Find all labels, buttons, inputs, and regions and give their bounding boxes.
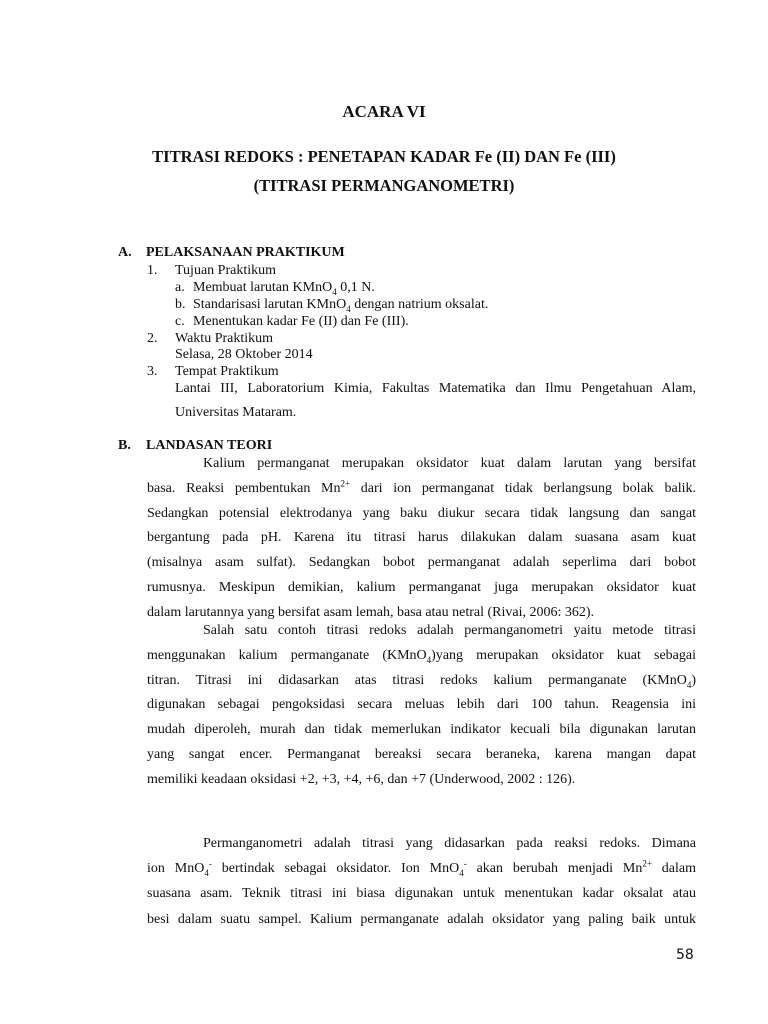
p3-line-2: ion MnO$_4$- bertindak sebagai oksidator. Ion MnO$_4$- akan berubah menjadi $Mn^{2+}$ dalam <box>147 858 697 878</box>
item-2-number: 2. <box>147 331 158 346</box>
p3-line-4: besi dalam suatu sampel. Kalium permanganate adalah oksidator yang paling baik untuk <box>147 912 696 927</box>
sub-item-a-letter: a. <box>175 280 185 295</box>
sub-item-c-letter: c. <box>175 314 185 329</box>
p2-line-3: titran. Titrasi ini didasarkan atas titrasi redoks kalium permanganate (KMnO$_4$) <box>147 673 696 690</box>
p3-line-1: Permanganometri adalah titrasi yang didasarkan pada reaksi redoks. Dimana <box>203 836 696 851</box>
p2-line-2: menggunakan kalium permanganate (KMnO$_4$)yang merupakan oksidator kuat sebagai <box>147 648 696 665</box>
p2-line-4: digunakan sebagai pengoksidasi secara meluas lebih dari 100 tahun. Reagensia ini <box>147 697 696 712</box>
sub-item-c: Menentukan kadar Fe (II) dan Fe (III). <box>193 314 409 329</box>
p2-line-1: Salah satu contoh titrasi redoks adalah permanganometri yaitu metode titrasi <box>203 623 696 638</box>
p2-line-6: yang sangat encer. Permanganat bereaksi secara beraneka, karena mangan dapat <box>147 747 696 762</box>
p2-line-5: mudah diperoleh, murah dan tidak memerlukan indikator kecuali bila digunakan larutan <box>147 722 696 737</box>
p1-line-2: basa. Reaksi pembentukan $Mn^{2+}$ dari ion permanganat tidak berlangsung bolak balik. <box>147 478 696 496</box>
item-2-label: Waktu Praktikum <box>175 331 274 346</box>
p1-line-6: rumusnya. Meskipun demikian, kalium permanganat juga merupakan oksidator kuat <box>147 580 696 595</box>
title-line-2: (TITRASI PERMANGANOMETRI) <box>253 176 515 195</box>
p1-line-7: dalam larutannya yang bersifat asam lemah, basa atau netral (Rivai, 2006: 362). <box>147 605 595 620</box>
p1-line-1: Kalium permanganat merupakan oksidator kuat dalam larutan yang bersifat <box>203 456 696 471</box>
p1-line-4: bergantung pada pH. Karena itu titrasi harus dilakukan dalam suasana asam kuat <box>147 530 696 545</box>
p2-line-7: memiliki keadaan oksidasi +2, +3, +4, +6, dan +7 (Underwood, 2002 : 126). <box>147 772 576 787</box>
p3-line-3: suasana asam. Teknik titrasi ini biasa digunakan untuk menentukan kadar oksalat atau <box>147 886 696 901</box>
item-3-detail-line-2: Universitas Mataram. <box>175 405 297 420</box>
section-b-letter: B. <box>118 438 131 453</box>
item-3-label: Tempat Praktikum <box>175 364 279 379</box>
item-3-detail-line-1: Lantai III, Laboratorium Kimia, Fakultas Matematika dan Ilmu Pengetahuan Alam, <box>175 381 696 396</box>
sub-item-b-letter: b. <box>175 297 186 312</box>
item-1-label: Tujuan Praktikum <box>175 263 276 278</box>
section-a-title: PELAKSANAAN PRAKTIKUM <box>146 245 345 260</box>
section-a-letter: A. <box>118 245 132 260</box>
chapter-heading: ACARA VI <box>342 102 426 121</box>
sub-item-a: Membuat larutan KMnO$_4$ 0,1 N. <box>193 280 375 297</box>
title-line-1: TITRASI REDOKS : PENETAPAN KADAR Fe (II) DAN Fe (III) <box>152 147 616 166</box>
p1-line-3: Sedangkan potensial elektrodanya yang baku diukur secara tidak langsung dan sangat <box>147 506 696 521</box>
item-1-number: 1. <box>147 263 158 278</box>
p1-line-5: (misalnya asam sulfat). Sedangkan bobot permanganat adalah seperlima dari bobot <box>147 555 696 570</box>
sub-item-b: Standarisasi larutan KMnO$_4$ dengan natrium oksalat. <box>193 297 489 314</box>
section-b-title: LANDASAN TEORI <box>146 438 273 453</box>
item-2-detail: Selasa, 28 Oktober 2014 <box>175 347 313 362</box>
item-3-number: 3. <box>147 364 158 379</box>
page-number: 58 <box>676 947 694 963</box>
